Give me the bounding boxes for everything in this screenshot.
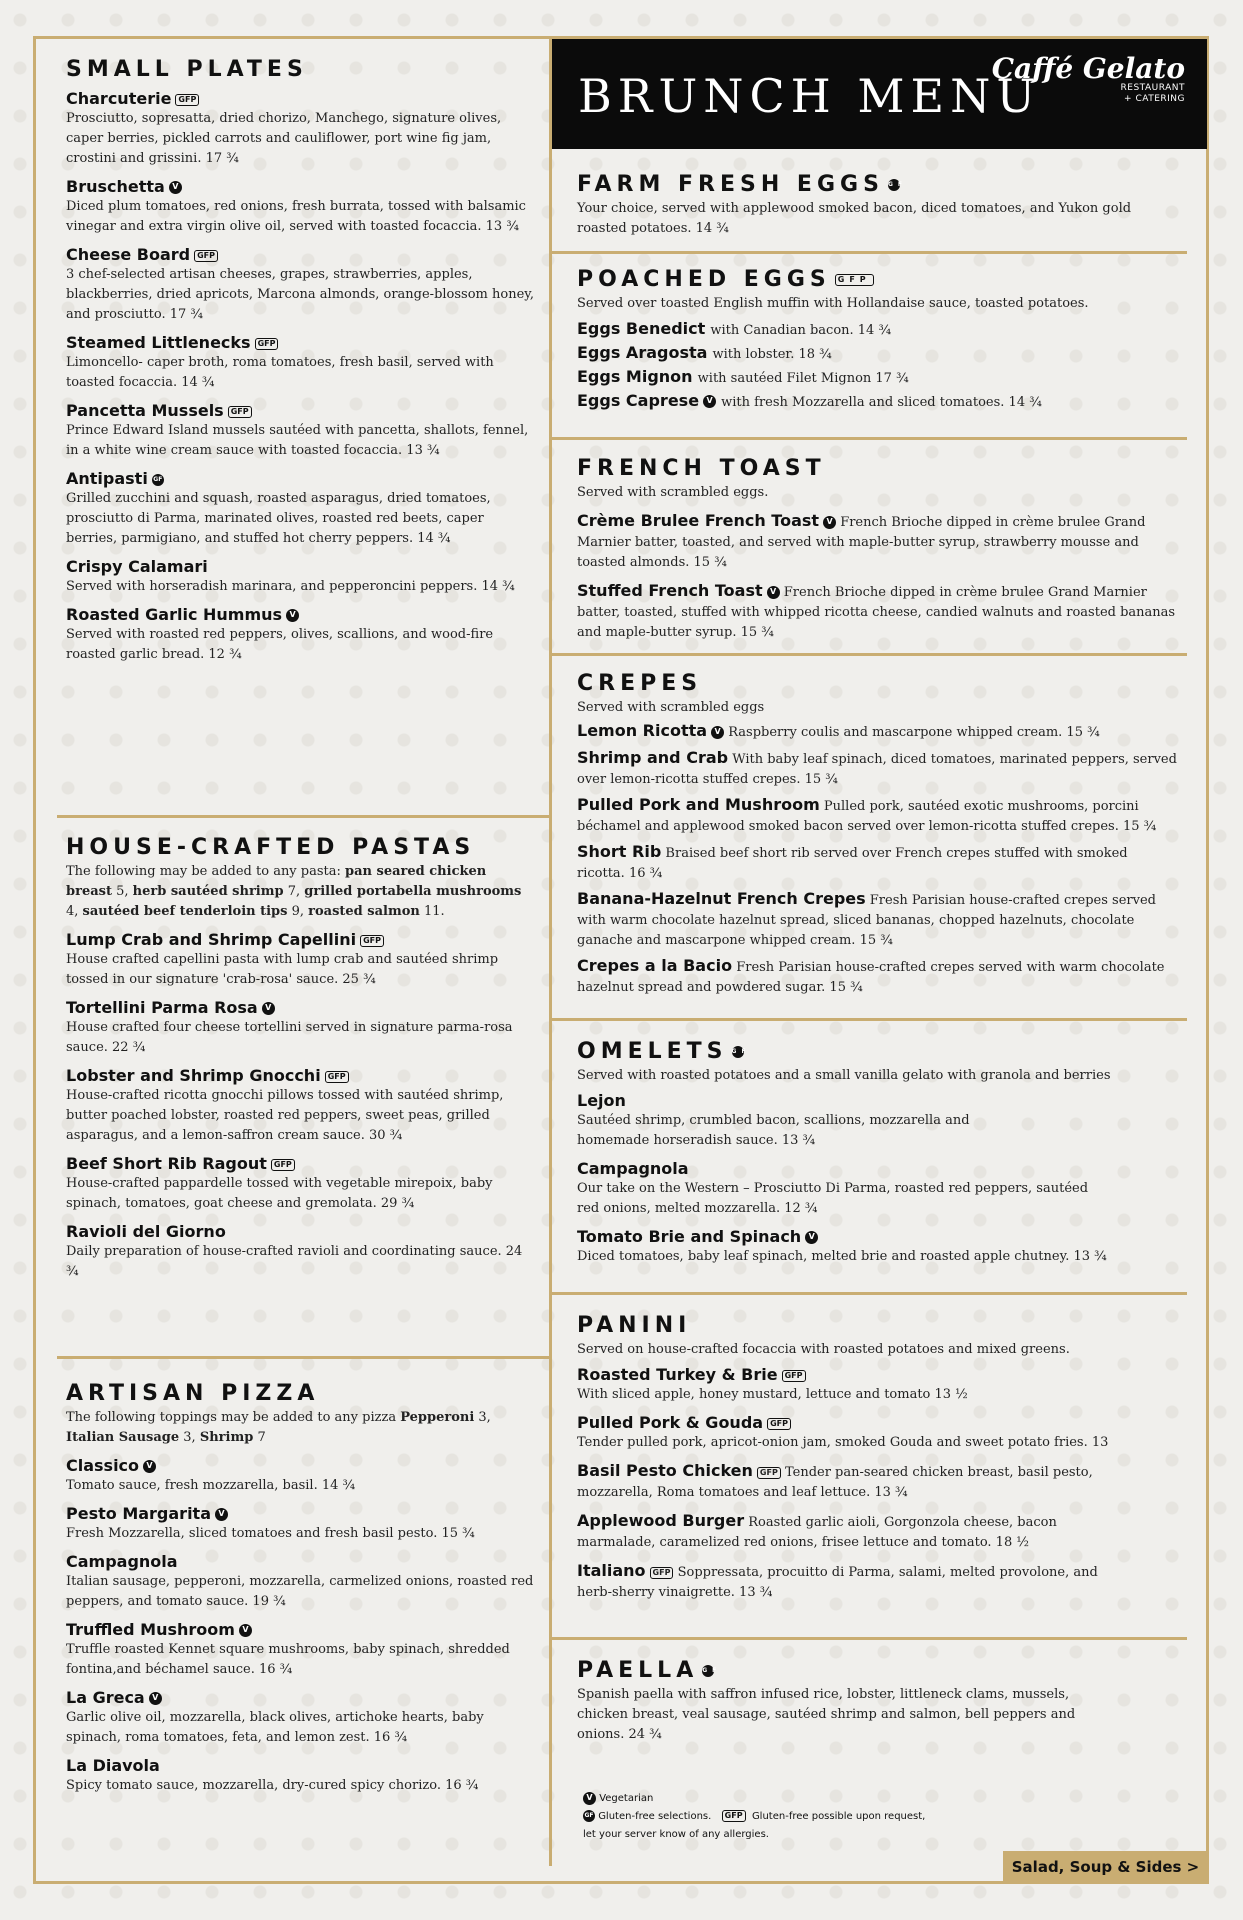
item-name: Lejon (577, 1091, 626, 1110)
menu-item (577, 1460, 1137, 1503)
item-name: Beef Short Rib Ragout (66, 1154, 267, 1173)
page-title: BRUNCH MENU (578, 69, 1042, 123)
vegetarian-icon: V (169, 181, 182, 194)
item-description: Spicy tomato sauce, mozzarella, dry-cured spicy chorizo. 16 ¾ (66, 1778, 479, 1793)
item-description: Tender pan-seared chicken breast, basil pesto, mozzarella, Roma tomatoes and leaf lettuce. 13 ¾ (577, 1465, 1093, 1500)
item-name: Bruschetta (66, 177, 165, 196)
item-name: Stuffed French Toast (577, 581, 763, 600)
menu-item (577, 580, 1177, 643)
menu-item (577, 318, 1177, 339)
gfp-badge-icon: GFP (650, 1567, 674, 1579)
menu-item (66, 468, 536, 549)
item-name: Crepes a la Bacio (577, 956, 733, 975)
item-description: Braised beef short rib served over French crepes stuffed with smoked ricotta. 16 ¾ (577, 846, 1128, 881)
section-divider (552, 251, 1187, 254)
menu-item (66, 88, 536, 169)
item-description: Fresh Parisian house-crafted crepes served with warm chocolate hazelnut spread and powdered sugar. 15 ¾ (577, 960, 1165, 995)
section-title: SMALL PLATES (66, 57, 308, 82)
legend-gluten-free: Gluten-free selections. (598, 1811, 712, 1822)
item-name: La Diavola (66, 1756, 160, 1775)
section-french-toast (577, 455, 1177, 643)
item-description: Garlic olive oil, mozzarella, black olives, artichoke hearts, baby spinach, roma tomatoes, feta, and lemon zest. 16 ¾ (66, 1710, 484, 1745)
section-title: HOUSE-CRAFTED PASTAS (66, 835, 476, 860)
gluten-free-icon: GF (702, 1665, 714, 1677)
item-name: Eggs Mignon (577, 367, 693, 386)
gluten-free-icon: GF (888, 179, 900, 191)
menu-item (577, 366, 1177, 387)
item-name: Cheese Board (66, 245, 191, 264)
gfp-badge-icon: GFP (271, 1159, 295, 1171)
item-name: Ravioli del Giorno (66, 1222, 226, 1241)
item-description: Pulled pork, sautéed exotic mushrooms, porcini béchamel and applewood smoked bacon served over lemon-ricotta stuffed crepes. 15 ¾ (577, 799, 1157, 834)
section-note: Your choice, served with applewood smoked bacon, diced tomatoes, and Yukon gold roasted potatoes. 14 ¾ (577, 201, 1132, 236)
section-note: The following may be added to any pasta: pan seared chicken breast 5, herb sautéed shrimp 7, grilled portabella mushrooms 4, sautéed beef tenderloin tips 9, roasted salmon 11. (66, 864, 522, 919)
item-description: Roasted garlic aioli, Gorgonzola cheese, bacon marmalade, caramelized red onions, frisee lettuce and tomato. 18 ½ (577, 1515, 1057, 1550)
item-description: with Canadian bacon. 14 ¾ (710, 323, 892, 338)
menu-item (577, 342, 1177, 363)
brand-name: Caffé Gelato (991, 52, 1185, 85)
section-panini (577, 1312, 1177, 1603)
section-note: Spanish paella with saffron infused rice, lobster, littleneck clams, mussels, chicken breast, veal sausage, sautéed shrimp and salmon, bell peppers and onions. 24 ¾ (577, 1687, 1076, 1742)
vegetarian-icon: V (149, 1692, 162, 1705)
section-title: PANINI (577, 1313, 692, 1338)
vegetarian-icon: V (215, 1508, 228, 1521)
item-name: Tomato Brie and Spinach (577, 1227, 802, 1246)
menu-item (66, 1455, 536, 1496)
section-title: ARTISAN PIZZA (66, 1381, 320, 1406)
item-description: Diced plum tomatoes, red onions, fresh burrata, tossed with balsamic vinegar and extra virgin olive oil, served with toasted focaccia. 13 ¾ (66, 199, 526, 234)
gfp-badge-icon: GFP (228, 406, 252, 418)
menu-item (577, 794, 1177, 837)
section-divider (552, 653, 1187, 656)
item-name: Antipasti (66, 469, 148, 488)
item-description: Limoncello- caper broth, roma tomatoes, fresh basil, served with toasted focaccia. 14 ¾ (66, 355, 494, 390)
section-divider (552, 1018, 1187, 1021)
menu-item (577, 390, 1177, 411)
menu-item (66, 1619, 536, 1680)
menu-item (577, 1412, 1177, 1453)
item-name: Lump Crab and Shrimp Capellini (66, 930, 357, 949)
item-description: with fresh Mozzarella and sliced tomatoes. 14 ¾ (721, 395, 1042, 410)
menu-item (577, 510, 1177, 573)
menu-item (66, 1755, 536, 1796)
section-pizza (66, 1380, 536, 1796)
menu-item (577, 1510, 1077, 1553)
vegetarian-icon: V (262, 1002, 275, 1015)
menu-item (66, 1687, 536, 1748)
gfp-badge-icon: GFP (767, 1418, 791, 1430)
item-description: House-crafted ricotta gnocchi pillows tossed with sautéed shrimp, butter poached lobster, roasted red peppers, sweet peas, grilled asparagus, and a lemon-saffron cream sauce. 30 ¾ (66, 1088, 504, 1143)
item-name: Steamed Littlenecks (66, 333, 251, 352)
item-name: La Greca (66, 1688, 145, 1707)
item-description: with lobster. 18 ¾ (712, 347, 832, 362)
menu-item (66, 1153, 536, 1214)
menu-item (66, 1551, 536, 1612)
section-note: The following toppings may be added to any pizza Pepperoni 3, Italian Sausage 3, Shrimp 7 (66, 1410, 491, 1445)
item-name: Italiano (577, 1561, 646, 1580)
item-description: House crafted four cheese tortellini served in signature parma-rosa sauce. 22 ¾ (66, 1020, 513, 1055)
item-description: Diced tomatoes, baby leaf spinach, melted brie and roasted apple chutney. 13 ¾ (577, 1249, 1107, 1264)
item-name: Eggs Benedict (577, 319, 706, 338)
item-description: Sautéed shrimp, crumbled bacon, scallions, mozzarella and homemade horseradish sauce. 13 ¾ (577, 1113, 970, 1148)
item-name: Crispy Calamari (66, 557, 208, 576)
gfp-badge-icon: GFP (757, 1467, 781, 1479)
section-note: Served with scrambled eggs (577, 700, 765, 715)
gfp-badge-icon: GFP (360, 935, 384, 947)
item-description: Raspberry coulis and mascarpone whipped cream. 15 ¾ (728, 725, 1100, 740)
menu-item (66, 1503, 536, 1544)
legend-vegetarian: Vegetarian (599, 1793, 654, 1804)
item-name: Classico (66, 1456, 140, 1475)
vegetarian-icon: V (583, 1792, 596, 1805)
item-name: Short Rib (577, 842, 662, 861)
section-pastas (66, 834, 536, 1282)
vegetarian-icon: V (143, 1460, 156, 1473)
item-description: Our take on the Western – Prosciutto Di Parma, roasted red peppers, sautéed red onions, melted mozzarella. 12 ¾ (577, 1181, 1089, 1216)
item-description: Prosciutto, sopresatta, dried chorizo, Manchego, signature olives, caper berries, pickled carrots and cauliflower, port wine fig jam, crostini and grissini. 17 ¾ (66, 111, 502, 166)
item-description: House-crafted pappardelle tossed with vegetable mirepoix, baby spinach, tomatoes, goat cheese and gremolata. 29 ¾ (66, 1176, 493, 1211)
section-divider (57, 1356, 549, 1359)
gfp-badge-icon: GFP (194, 250, 218, 262)
section-title: CREPES (577, 671, 703, 696)
section-note: Served on house-crafted focaccia with roasted potatoes and mixed greens. (577, 1342, 1070, 1357)
menu-item (66, 997, 536, 1058)
item-name: Banana-Hazelnut French Crepes (577, 889, 866, 908)
section-note: Served with scrambled eggs. (577, 485, 769, 500)
section-divider (552, 1292, 1187, 1295)
item-name: Pulled Pork and Mushroom (577, 795, 820, 814)
legend (583, 1790, 925, 1844)
item-description: Tomato sauce, fresh mozzarella, basil. 14 ¾ (66, 1478, 356, 1493)
item-name: Pulled Pork & Gouda (577, 1413, 764, 1432)
section-note: Served with roasted potatoes and a small vanilla gelato with granola and berries (577, 1068, 1111, 1083)
item-description: Truffle roasted Kennet square mushrooms, baby spinach, shredded fontina,and béchamel sauce. 16 ¾ (66, 1642, 510, 1677)
item-name: Campagnola (577, 1159, 689, 1178)
vegetarian-icon: V (823, 516, 836, 529)
menu-header (552, 39, 1207, 149)
item-description: With baby leaf spinach, diced tomatoes, marinated peppers, served over lemon-ricotta stuffed crepes. 15 ¾ (577, 752, 1177, 787)
section-note: Served over toasted English muffin with Hollandaise sauce, toasted potatoes. (577, 296, 1089, 311)
vegetarian-icon: V (805, 1231, 818, 1244)
item-description: Grilled zucchini and squash, roasted asparagus, dried tomatoes, prosciutto di Parma, marinated olives, roasted red beets, caper berries, parmigiano, and stuffed hot cherry peppers. 14 ¾ (66, 491, 491, 546)
menu-item (577, 1364, 1177, 1405)
item-name: Crème Brulee French Toast (577, 511, 820, 530)
section-title: FRENCH TOAST (577, 456, 826, 481)
vegetarian-icon: V (703, 395, 716, 408)
item-name: Pancetta Mussels (66, 401, 224, 420)
gfp-badge-icon: GFP (722, 1810, 746, 1822)
section-title: FARM FRESH EGGS (577, 172, 884, 197)
item-description: With sliced apple, honey mustard, lettuce and tomato 13 ½ (577, 1387, 968, 1402)
item-name: Lemon Ricotta (577, 721, 708, 740)
vegetarian-icon: V (711, 726, 724, 739)
gluten-free-icon: GF (583, 1810, 595, 1822)
section-title: POACHED EGGS (577, 267, 831, 292)
vegetarian-icon: V (239, 1624, 252, 1637)
menu-item (66, 604, 536, 665)
menu-item (577, 955, 1177, 998)
next-page-button[interactable]: Salad, Soup & Sides > (1003, 1851, 1208, 1884)
item-name: Applewood Burger (577, 1511, 745, 1530)
section-crepes (577, 670, 1177, 998)
menu-item (66, 1221, 536, 1282)
item-name: Charcuterie (66, 89, 172, 108)
item-description: Daily preparation of house-crafted ravioli and coordinating sauce. 24 ¾ (66, 1244, 523, 1279)
legend-allergy: let your server know of any allergies. (583, 1829, 769, 1840)
section-title: OMELETS (577, 1039, 728, 1064)
brand-subtitle: + CATERING (1124, 94, 1185, 104)
menu-item (577, 747, 1177, 790)
gluten-free-icon: GF (732, 1046, 744, 1058)
item-name: Pesto Margarita (66, 1504, 211, 1523)
section-divider (552, 437, 1187, 440)
item-description: with sautéed Filet Mignon 17 ¾ (697, 371, 909, 386)
item-description: Tender pulled pork, apricot-onion jam, smoked Gouda and sweet potato fries. 13 (577, 1435, 1109, 1450)
item-description: French Brioche dipped in crème brulee Grand Marnier batter, toasted, stuffed with whipped ricotta cheese, candied walnuts and roasted bananas and maple-butter syrup. 15 ¾ (577, 585, 1176, 640)
brand-logo (991, 52, 1185, 105)
section-title: PAELLA (577, 1658, 699, 1683)
item-description: Served with roasted red peppers, olives, scallions, and wood-fire roasted garlic bread. 12 ¾ (66, 627, 494, 662)
section-divider (57, 815, 549, 818)
item-description: Served with horseradish marinara, and pepperoncini peppers. 14 ¾ (66, 579, 515, 594)
gfp-badge-icon: GFP (175, 94, 199, 106)
section-poached-eggs (577, 266, 1177, 411)
gfp-badge-icon: GFP (325, 1071, 349, 1083)
menu-item (577, 1090, 1177, 1151)
column-divider (549, 36, 552, 1866)
item-description: Fresh Mozzarella, sliced tomatoes and fresh basil pesto. 15 ¾ (66, 1526, 475, 1541)
item-name: Basil Pesto Chicken (577, 1461, 753, 1480)
menu-item (577, 720, 1177, 743)
gfp-badge-icon: GFP (255, 338, 279, 350)
legend-gfp: Gluten-free possible upon request, (751, 1811, 926, 1822)
section-omelets (577, 1038, 1177, 1267)
menu-item (577, 1158, 1177, 1219)
item-description: Soppressata, procuitto di Parma, salami, melted provolone, and herb-sherry vinaigrette. 13 ¾ (577, 1565, 1098, 1600)
vegetarian-icon: V (286, 609, 299, 622)
menu-item (577, 841, 1177, 884)
menu-item (66, 332, 536, 393)
gfp-badge-icon: GFP (782, 1370, 806, 1382)
item-name: Roasted Turkey & Brie (577, 1365, 778, 1384)
vegetarian-icon: V (767, 586, 780, 599)
item-description: House crafted capellini pasta with lump crab and sautéed shrimp tossed in our signature 'crab-rosa' sauce. 25 ¾ (66, 952, 499, 987)
item-name: Lobster and Shrimp Gnocchi (66, 1066, 321, 1085)
item-name: Tortellini Parma Rosa (66, 998, 258, 1017)
item-description: Prince Edward Island mussels sautéed with pancetta, shallots, fennel, in a white wine cream sauce with toasted focaccia. 13 ¾ (66, 423, 529, 458)
menu-item (66, 400, 536, 461)
section-small-plates (66, 56, 536, 665)
section-paella (577, 1657, 1177, 1745)
menu-item (66, 1065, 536, 1146)
item-name: Campagnola (66, 1552, 178, 1571)
menu-item (66, 244, 536, 325)
menu-item (577, 1226, 1177, 1267)
section-divider (552, 1637, 1187, 1640)
item-description: French Brioche dipped in crème brulee Grand Marnier batter, toasted, and served with maple-butter syrup, strawberry mousse and toasted almonds. 15 ¾ (577, 515, 1146, 570)
item-name: Truffled Mushroom (66, 1620, 235, 1639)
item-name: Eggs Caprese (577, 391, 700, 410)
brand-subtitle: RESTAURANT (1120, 83, 1185, 93)
item-name: Roasted Garlic Hummus (66, 605, 283, 624)
menu-item (577, 1560, 1117, 1603)
item-description: Fresh Parisian house-crafted crepes served with warm chocolate hazelnut spread, sliced bananas, chopped hazelnuts, chocolate ganache and mascarpone whipped cream. 15 ¾ (577, 893, 1156, 948)
gluten-free-icon: GF (152, 474, 164, 486)
menu-item (577, 888, 1177, 951)
item-description: 3 chef-selected artisan cheeses, grapes, strawberries, apples, blackberries, dried apricots, Marcona almonds, orange-blossom honey, and prosciutto. 17 ¾ (66, 267, 535, 322)
gfp-badge-icon: GFP (835, 274, 874, 286)
item-name: Shrimp and Crab (577, 748, 729, 767)
item-description: Italian sausage, pepperoni, mozzarella, carmelized onions, roasted red peppers, and tomato sauce. 19 ¾ (66, 1574, 534, 1609)
item-name: Eggs Aragosta (577, 343, 708, 362)
menu-item (66, 176, 536, 237)
menu-item (66, 556, 536, 597)
section-farm-eggs (577, 171, 1177, 239)
menu-item (66, 929, 536, 990)
